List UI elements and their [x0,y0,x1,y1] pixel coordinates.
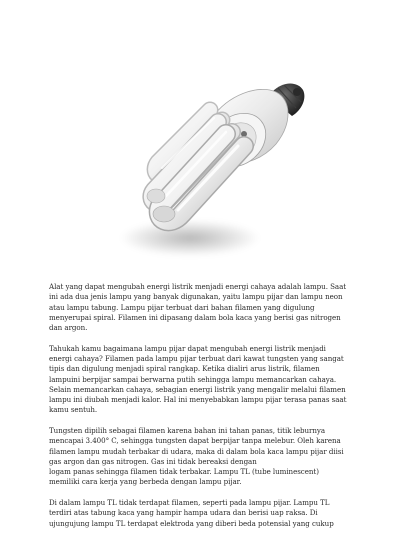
text-line: memiliki cara kerja yang berbeda dengan lampu pijar. [49,477,242,487]
text-line: Selain memancarkan cahaya, sebagian energi listrik yang mengalir melalui filamen [49,384,346,394]
text-line: atau lampu tabung. Lampu pijar terbuat dari bahan filamen yang digulung [49,302,315,312]
text-line: kamu sentuh. [49,405,98,415]
paragraph [49,426,365,488]
text-line: mencapai 3.400° C, sehingga tungsten dapat berpijar tanpa melebur. Oleh karena [49,436,341,446]
text-line: logam panas sehingga filamen tidak terbakar. Lampu TL (tube luminescent) [49,467,319,477]
text-line: Tahukah kamu bagaimana lampu pijar dapat mengubah energi listrik menjadi [49,343,326,353]
text-line: ini ada dua jenis lampu yang banyak digunakan, yaitu lampu pijar dan lampu neon [49,292,343,302]
text-line: dan argon. [49,323,88,333]
bulb-tubes [147,110,244,222]
text-line: tipis dan digulung menjadi spiral rangkap. Ketika dialiri arus listrik, filamen [49,364,320,374]
text-line: lampu ini diubah menjadi kalor. Hal ini menyebabkan lampu pijar terasa panas saat [49,395,347,405]
text-line: ujungujung lampu TL terdapat elektroda yang diberi beda potensial yang cukup [49,518,334,528]
text-line: filamen lampu mudah terbakar di udara, maka di dalam bola kaca lampu pijar diisi [49,446,344,456]
text-line: Alat yang dapat mengubah energi listrik menjadi energi cahaya adalah lampu. Saat [49,282,347,291]
text-line: terdiri atas tabung kaca yang hampir hampa udara dan berisi uap raksa. Di [49,508,318,518]
article-body [49,282,365,539]
text-line: menyerupai spiral. Filamen ini dipasang dalam bola kaca yang berisi gas nitrogen [49,312,341,322]
text-line: energi cahaya? Filamen pada lampu pijar terbuat dari kawat tungsten yang sangat [49,353,344,363]
text-line: lampuini berpijar sampai berwarna putih sehingga lampu memancarkan cahaya. [49,374,337,384]
text-line: Di dalam lampu TL tidak terdapat filamen, seperti pada lampu pijar. Lampu TL [49,497,330,507]
text-line: gas argon dan gas nitrogen. Gas ini tidak bereaksi dengan [49,456,257,466]
paragraph [49,498,365,529]
text-line: Tungsten dipilih sebagai filamen karena bahan ini tahan panas, titik leburnya [49,425,326,435]
paragraph [49,344,365,416]
paragraph [49,282,365,333]
